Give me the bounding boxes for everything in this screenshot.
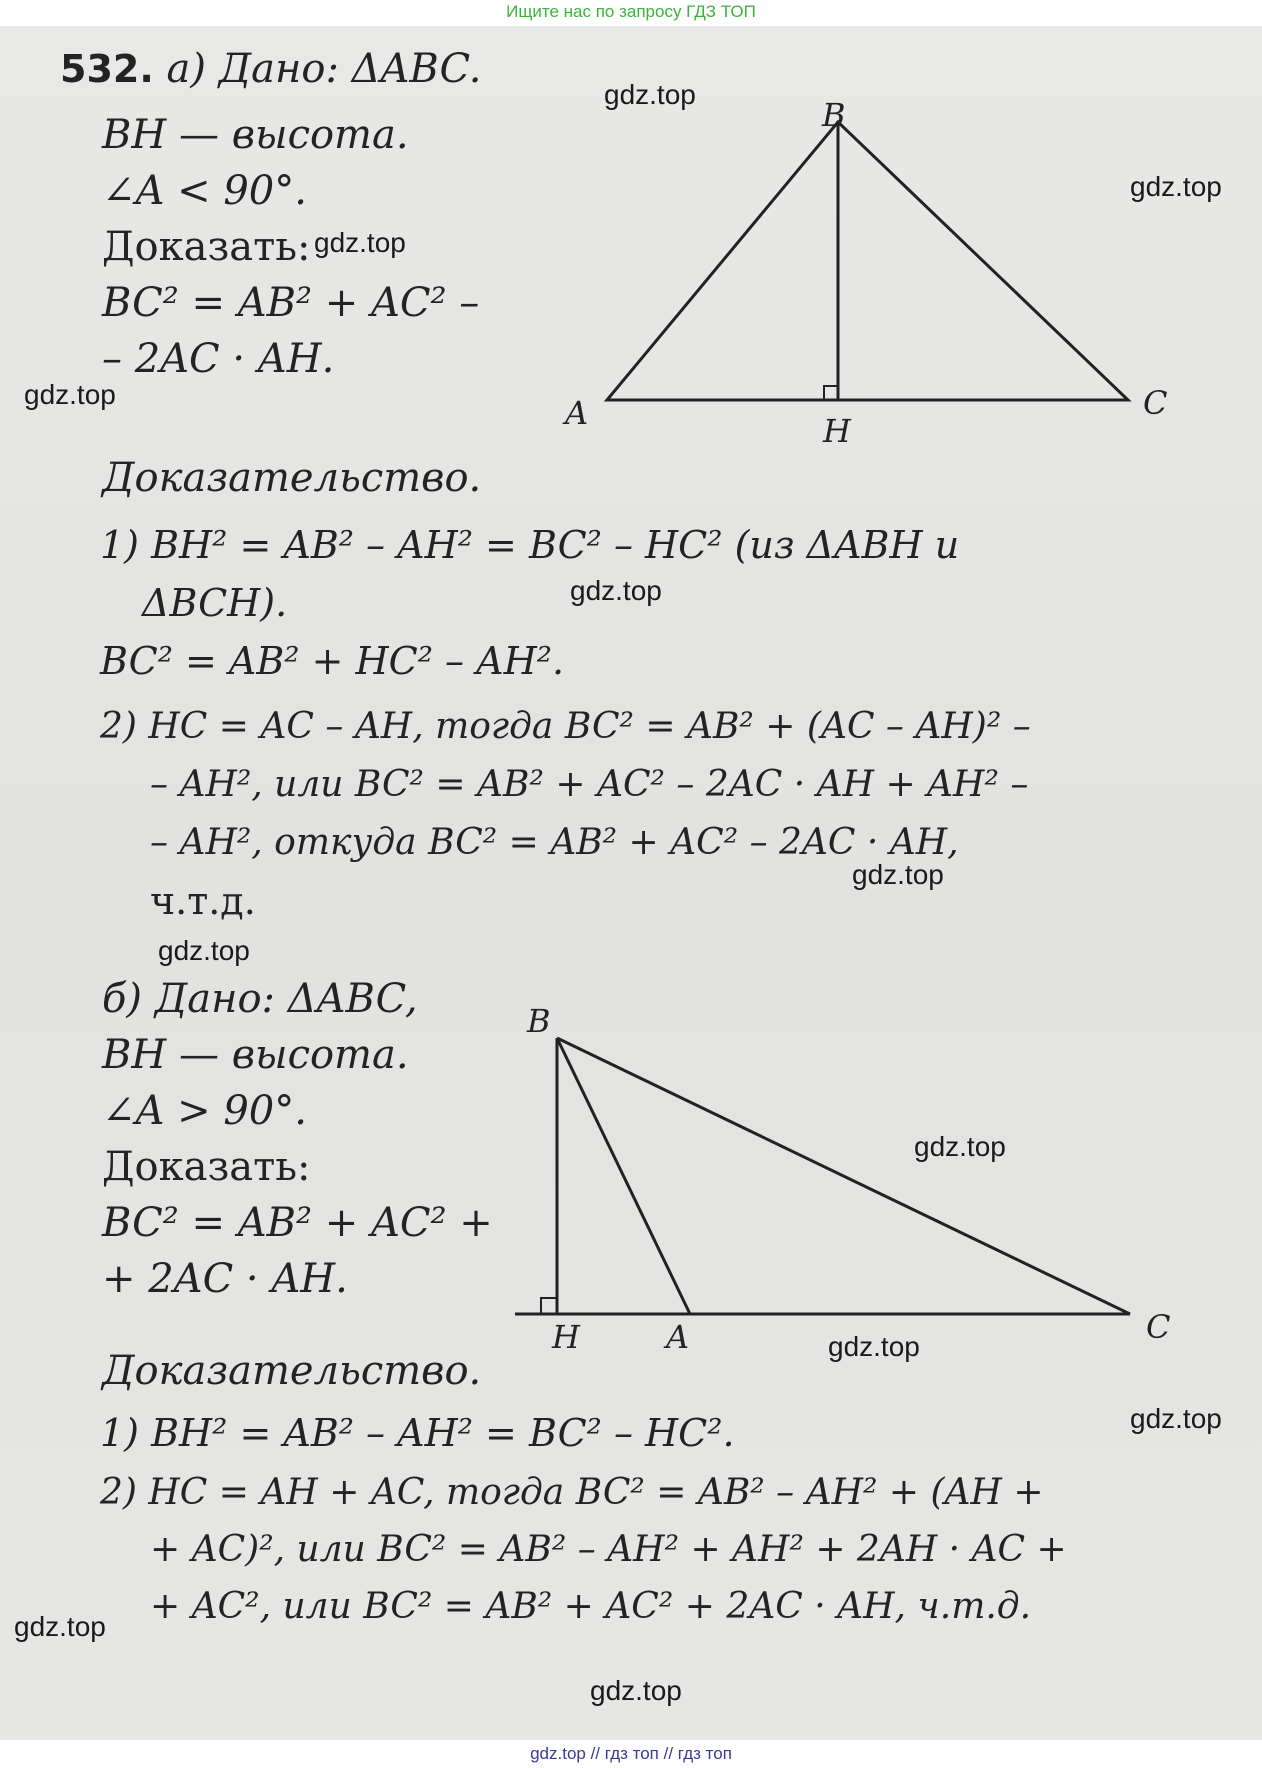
part-b-proof-line-4: + AC², или BC² = AB² + AC² + 2AC · AH, ч.т.д.: [150, 1586, 1032, 1627]
watermark: gdz.top: [852, 859, 944, 890]
part-a-proof-line-6: – AH², откуда BC² = AB² + AC² – 2AC · AH,: [150, 822, 959, 863]
part-b-line-5: BC² = AB² + AC² +: [102, 1200, 493, 1246]
watermark: gdz.top: [1130, 1403, 1222, 1434]
part-b-proof-line-2: 2) HC = AH + AC, тогда BC² = AB² – AH² + (AH +: [100, 1472, 1044, 1513]
watermark: gdz.top: [158, 935, 250, 966]
fig-b-label-b: B: [527, 1002, 551, 1040]
watermark: gdz.top: [828, 1331, 920, 1362]
part-a-proof-line-2: ΔBCH).: [142, 581, 288, 625]
watermark: gdz.top: [14, 1611, 106, 1642]
fig-b-label-h: H: [552, 1318, 580, 1356]
part-a-line-5: BC² = AB² + AC² –: [102, 280, 480, 326]
right-angle-mark-a: [824, 386, 838, 400]
part-a-line-4: Доказать:: [102, 224, 311, 270]
top-banner[interactable]: Ищите нас по запросу ГДЗ ТОП: [0, 0, 1262, 26]
side-ba-b: [557, 1038, 690, 1314]
figure-b-triangle: [515, 1038, 1130, 1314]
part-a-proof-line-1: 1) BH² = AB² – AH² = BC² – HC² (из ΔABH и: [100, 523, 960, 567]
fig-b-label-c: C: [1146, 1308, 1171, 1346]
part-a-proof-line-5: – AH², или BC² = AB² + AC² – 2AC · AH + AH² –: [150, 764, 1029, 805]
part-a-proof-title: Доказательство.: [102, 455, 482, 501]
fig-b-label-a: A: [666, 1318, 690, 1356]
part-b-proof-line-3: + AC)², или BC² = AB² – AH² + AH² + 2AH · AC +: [150, 1529, 1067, 1570]
fig-a-label-c: C: [1143, 384, 1168, 422]
problem-number: 532.: [60, 47, 154, 91]
part-b-line-4: Доказать:: [102, 1144, 311, 1190]
part-b-line-2: BH — высота.: [102, 1032, 409, 1078]
bottom-banner[interactable]: gdz.top // гдз топ // гдз топ: [0, 1740, 1262, 1768]
part-a-line-6: – 2AC · AH.: [102, 336, 335, 382]
fig-a-label-b: B: [822, 96, 846, 134]
watermark: gdz.top: [570, 575, 662, 606]
right-angle-mark-b: [541, 1298, 557, 1314]
part-b-proof-line-1: 1) BH² = AB² – AH² = BC² – HC².: [100, 1411, 735, 1455]
part-a-line-2: BH — высота.: [102, 112, 409, 158]
part-b-line-6: + 2AC · AH.: [102, 1256, 348, 1302]
part-b-line-3: ∠A > 90°.: [102, 1088, 307, 1134]
part-a-line-1: 532. а) Дано: ΔABC.: [60, 46, 482, 92]
triangle-abc-a: [607, 122, 1128, 400]
fig-a-label-a: A: [565, 394, 589, 432]
part-a-line-3: ∠A < 90°.: [102, 168, 307, 214]
part-b-proof-title: Доказательство.: [102, 1348, 482, 1394]
part-a-proof-line-4: 2) HC = AC – AH, тогда BC² = AB² + (AC – AH)² –: [100, 706, 1031, 747]
part-a-proof-line-7: ч.т.д.: [150, 879, 256, 923]
part-a-proof-line-3: BC² = AB² + HC² – AH².: [100, 639, 565, 683]
watermark: gdz.top: [590, 1675, 682, 1706]
watermark: gdz.top: [914, 1131, 1006, 1162]
part-b-line-1: б) Дано: ΔABC,: [102, 976, 418, 1022]
watermark: gdz.top: [1130, 171, 1222, 202]
watermark: gdz.top: [604, 79, 696, 110]
fig-a-label-h: H: [823, 412, 851, 450]
side-bc-b: [557, 1038, 1130, 1314]
watermark: gdz.top: [314, 227, 406, 258]
figure-a-triangle: [607, 122, 1128, 400]
watermark: gdz.top: [24, 379, 116, 410]
